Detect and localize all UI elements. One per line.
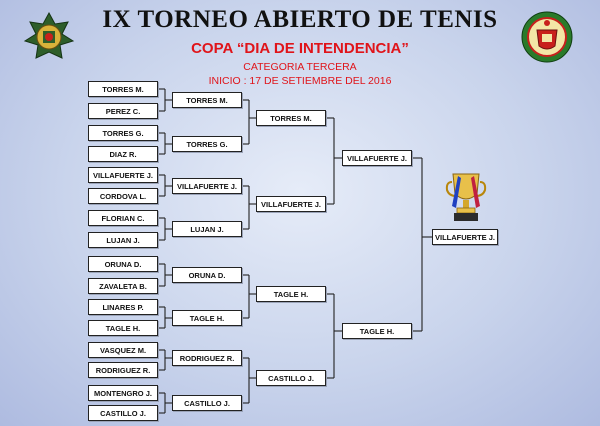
player-box-r1: CASTILLO J. xyxy=(88,405,158,421)
player-box-r3: TAGLE H. xyxy=(256,286,326,302)
player-box-r1: ZAVALETA B. xyxy=(88,278,158,294)
player-box-r1: ORUNA D. xyxy=(88,256,158,272)
player-box-r4: VILLAFUERTE J. xyxy=(342,150,412,166)
cup-subtitle: COPA “DIA DE INTENDENCIA” xyxy=(191,40,409,57)
player-box-r1: VILLAFUERTE J. xyxy=(88,167,158,183)
player-box-r3: CASTILLO J. xyxy=(256,370,326,386)
player-box-r1: LINARES P. xyxy=(88,299,158,315)
player-box-r2: LUJAN J. xyxy=(172,221,242,237)
player-box-r2: TORRES M. xyxy=(172,92,242,108)
start-date: INICIO : 17 DE SETIEMBRE DEL 2016 xyxy=(208,75,392,87)
player-box-r1: LUJAN J. xyxy=(88,232,158,248)
champion-box: VILLAFUERTE J. xyxy=(432,229,498,245)
player-box-r1: VASQUEZ M. xyxy=(88,342,158,358)
army-emblem-icon xyxy=(22,10,76,64)
player-box-r2: TAGLE H. xyxy=(172,310,242,326)
player-box-r1: DIAZ R. xyxy=(88,146,158,162)
player-box-r1: RODRIGUEZ R. xyxy=(88,362,158,378)
player-box-r1: TORRES M. xyxy=(88,81,158,97)
player-box-r2: CASTILLO J. xyxy=(172,395,242,411)
player-box-r2: VILLAFUERTE J. xyxy=(172,178,242,194)
player-box-r1: TORRES G. xyxy=(88,125,158,141)
player-box-r1: PEREZ C. xyxy=(88,103,158,119)
player-box-r1: MONTENGRO J. xyxy=(88,385,158,401)
player-box-r2: RODRIGUEZ R. xyxy=(172,350,242,366)
category-label: CATEGORIA TERCERA xyxy=(243,61,357,73)
player-box-r2: ORUNA D. xyxy=(172,267,242,283)
player-box-r4: TAGLE H. xyxy=(342,323,412,339)
intendencia-crest-icon xyxy=(520,10,574,64)
player-box-r3: VILLAFUERTE J. xyxy=(256,196,326,212)
player-box-r1: CORDOVA L. xyxy=(88,188,158,204)
player-box-r2: TORRES G. xyxy=(172,136,242,152)
tournament-title: IX TORNEO ABIERTO DE TENIS xyxy=(102,6,498,33)
trophy-icon xyxy=(444,168,488,224)
player-box-r1: TAGLE H. xyxy=(88,320,158,336)
player-box-r3: TORRES M. xyxy=(256,110,326,126)
player-box-r1: FLORIAN C. xyxy=(88,210,158,226)
